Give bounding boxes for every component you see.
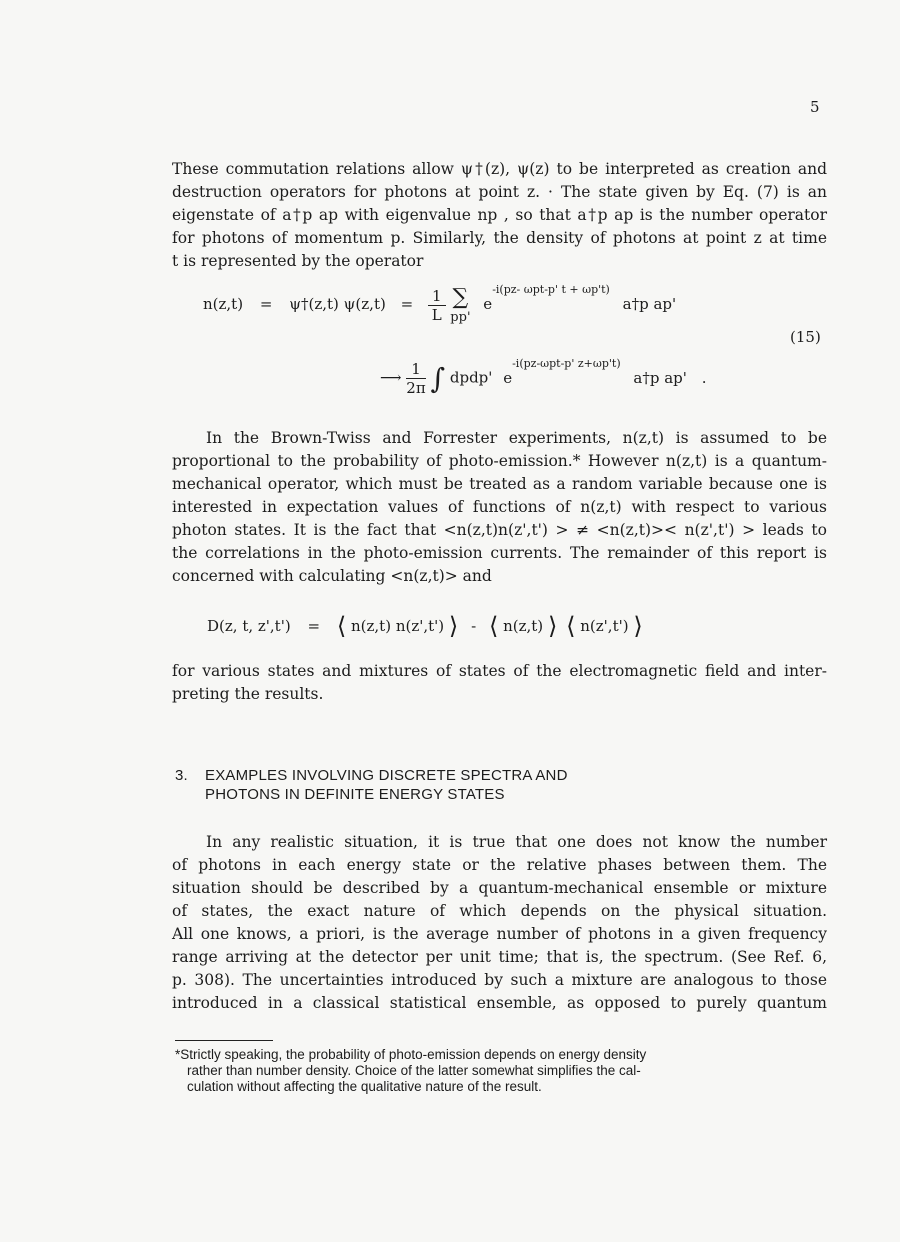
text-line: All one knows, a priori, is the average number of photons in a given frequency <box>172 925 827 943</box>
footnote-line: *Strictly speaking, the probability of photo-emission depends on energy density <box>175 1047 647 1062</box>
text-line: interested in expectation values of functions of n(z,t) with respect to various <box>172 498 827 516</box>
text-line: concerned with calculating <n(z,t)> and <box>172 567 492 585</box>
section-heading <box>175 766 568 804</box>
section-title-line: PHOTONS IN DEFINITE ENERGY STATES <box>205 786 505 803</box>
eq-lhs: n(z,t) <box>203 295 244 313</box>
paragraph-states <box>172 660 827 706</box>
page-number: 5 <box>810 98 820 116</box>
left-angle-bracket: ⟨ <box>336 612 347 640</box>
eq-equals: = <box>259 295 273 313</box>
eq-operator-product: ψ†(z,t) ψ(z,t) <box>289 295 386 313</box>
text-line: of photons in each energy state or the relative phases between them. The <box>172 856 827 874</box>
footnote-line: rather than number density. Choice of the latter somewhat simplifies the cal- <box>187 1063 641 1078</box>
text-line: range arriving at the detector per unit time; that is, the spectrum. (See Ref. 6, <box>172 948 827 966</box>
footnote-rule <box>175 1040 273 1041</box>
left-angle-bracket: ⟨ <box>566 612 576 640</box>
fraction-denominator: 2π <box>406 379 426 397</box>
text-line: the correlations in the photo-emission currents. The remainder of this report is <box>172 544 827 562</box>
section-title-line: EXAMPLES INVOLVING DISCRETE SPECTRA AND <box>205 767 568 784</box>
right-angle-bracket: ⟩ <box>547 612 558 640</box>
equation-D <box>207 612 643 640</box>
equation-number: (15) <box>790 328 821 346</box>
right-angle-bracket: ⟩ <box>448 612 459 640</box>
eq-term: n(z,t) n(z',t') <box>350 617 445 635</box>
eq-ladder-operators: a†p ap' <box>622 295 677 313</box>
text-line: destruction operators for photons at point z. · The state given by Eq. (7) is an <box>172 183 827 201</box>
text-line: for photons of momentum p. Similarly, the density of photons at point z at time <box>172 229 827 247</box>
equation-15-line1 <box>203 285 676 325</box>
fraction-numerator: 1 <box>428 287 446 306</box>
eq-fraction <box>406 360 425 397</box>
text-line: photon states. It is the fact that <n(z,t)n(z',t') > ≠ <n(z,t)>< n(z',t') > leads to <box>172 521 827 539</box>
exponent: -i(pz-ωpt-p' z+ωp't) <box>512 356 621 370</box>
fraction-denominator: L <box>431 305 442 324</box>
text-line: of states, the exact nature of which depends on the physical situation. <box>172 902 827 920</box>
equation-15-line2 <box>380 356 707 397</box>
left-angle-bracket: ⟨ <box>488 612 499 640</box>
eq-term: n(z,t) <box>503 617 544 635</box>
text-line: introduced in a classical statistical ensemble, as opposed to purely quantum <box>172 994 827 1012</box>
right-angle-bracket: ⟩ <box>633 612 643 640</box>
eq-period: . <box>701 368 707 387</box>
text-line: mechanical operator, which must be treated as a random variable because one is <box>172 475 827 493</box>
paragraph-commutation <box>172 158 827 273</box>
eq-measure: dpdp' <box>449 368 493 387</box>
eq-fraction <box>428 287 446 324</box>
eq-minus: - <box>471 617 477 635</box>
text-line: for various states and mixtures of states of the electromagnetic field and inter- <box>172 662 827 680</box>
exponent: -i(pz- ωpt-p' t + ωp't) <box>492 283 610 296</box>
text-line: eigenstate of a†p ap with eigenvalue np , so that a†p ap is the number operator <box>172 206 827 224</box>
eq-sum <box>450 285 470 325</box>
paragraph-realistic-situation <box>172 831 827 1015</box>
text-line: proportional to the probability of photo-emission.* However n(z,t) is a quantum- <box>172 452 827 470</box>
exp-base: e <box>483 295 493 313</box>
sum-symbol: ∑ <box>452 285 469 310</box>
eq-ladder-operators: a†p ap' <box>633 368 687 387</box>
text-line: situation should be described by a quantum-mechanical ensemble or mixture <box>172 879 827 897</box>
fraction-numerator: 1 <box>406 360 425 379</box>
exp-base: e <box>503 368 513 387</box>
section-number: 3. <box>175 767 188 784</box>
text-line: In the Brown-Twiss and Forrester experiments, n(z,t) is assumed to be <box>206 429 827 447</box>
footnote-line: culation without affecting the qualitative nature of the result. <box>187 1079 542 1094</box>
eq-equals: = <box>307 617 321 635</box>
eq-lhs: D(z, t, z',t') <box>207 617 291 635</box>
arrow-icon: ⟶ <box>380 368 402 387</box>
text-line: In any realistic situation, it is true that one does not know the number <box>206 833 827 851</box>
footnote <box>175 1047 815 1095</box>
integral-symbol: ∫ <box>430 362 446 395</box>
text-line: p. 308). The uncertainties introduced by such a mixture are analogous to those <box>172 971 827 989</box>
text-line: t is represented by the operator <box>172 252 424 270</box>
sum-index: pp' <box>450 310 471 325</box>
eq-equals: = <box>400 295 414 313</box>
text-line: preting the results. <box>172 685 324 703</box>
paragraph-brown-twiss <box>172 427 827 588</box>
text-line: These commutation relations allow ψ†(z), ψ(z) to be interpreted as creation and <box>172 160 827 178</box>
eq-term: n(z',t') <box>580 617 629 635</box>
